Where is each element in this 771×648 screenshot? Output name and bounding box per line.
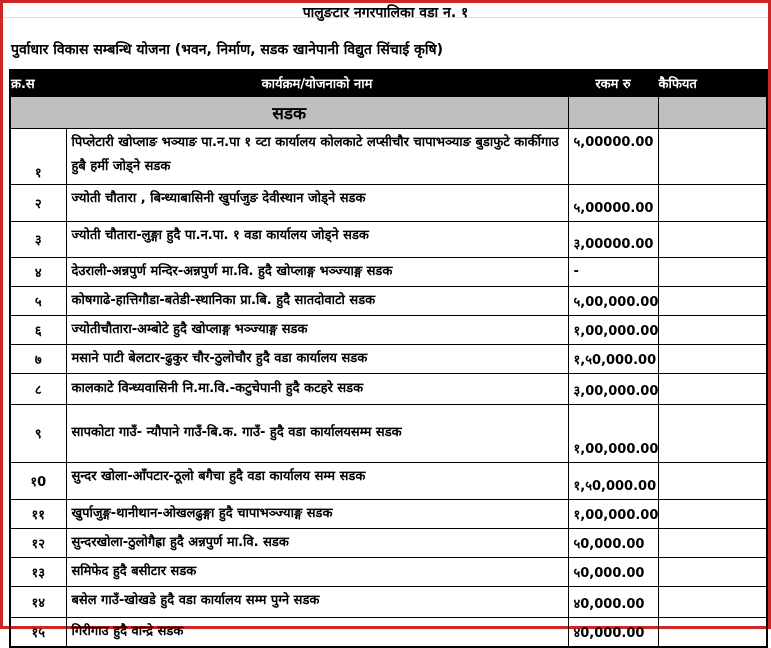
serial-cell: ४ [10, 257, 66, 286]
table-row [10, 128, 767, 184]
remarks-cell [658, 586, 767, 617]
serial-cell: ६ [10, 315, 66, 344]
table-row [10, 499, 767, 528]
program-name-cell: सुन्दर खोला-आँपटार-ठूलो बगैचा हुदै वडा कार्यालय सम्म सडक [66, 462, 568, 499]
table-row [10, 286, 767, 315]
program-name-cell: बसेल गाउँ-खोखडे हुदै वडा कार्यालय सम्म पुग्ने सडक [66, 586, 568, 617]
section-title: सडक [10, 96, 568, 128]
program-name-cell: मसाने पाटी बेलटार-ढुकुर चौर-ठुलोचौर हुदै वडा कार्यालय सडक [66, 344, 568, 373]
amount-cell: १,00,000.00 [568, 499, 658, 528]
table-row [10, 528, 767, 557]
table-row [10, 617, 767, 647]
table-body [10, 128, 767, 647]
serial-cell: १४ [10, 586, 66, 617]
remarks-cell [658, 315, 767, 344]
table-row [10, 404, 767, 462]
program-name-cell: सुन्दरखोला-ठुलोगैह्रा हुदै अन्नपुर्ण मा.वि. सडक [66, 528, 568, 557]
remarks-cell [658, 221, 767, 257]
amount-cell: १,५0,000.00 [568, 462, 658, 499]
remarks-cell [658, 344, 767, 373]
plan-table [9, 69, 768, 648]
page-subtitle: पुर्वाधार विकास सम्बन्धि योजना (भवन, निर्माण, सडक खानेपानी विद्युत सिंचाई कृषि) [11, 42, 444, 58]
program-name-cell: समिफेद हुदै बसीटार सडक [66, 557, 568, 586]
amount-cell: - [568, 257, 658, 286]
table-row [10, 373, 767, 404]
section-remarks-cell [658, 96, 767, 128]
serial-cell: ३ [10, 221, 66, 257]
amount-cell: ५,00000.00 [568, 184, 658, 221]
table-row [10, 557, 767, 586]
remarks-cell [658, 499, 767, 528]
amount-cell: ५,00,000.00 [568, 286, 658, 315]
amount-cell: ३,00000.00 [568, 221, 658, 257]
table-row [10, 586, 767, 617]
serial-cell: ८ [10, 373, 66, 404]
section-row [10, 96, 767, 128]
serial-cell: २ [10, 184, 66, 221]
table-row [10, 315, 767, 344]
program-name-cell: देउराली-अन्नपुर्ण मन्दिर-अन्नपुर्ण मा.वि. हुदै खोप्लाङ्ग भञ्ज्याङ्ग सडक [66, 257, 568, 286]
table-row [10, 344, 767, 373]
page-title: पालुङटार नगरपालिका वडा न. १ [302, 5, 469, 21]
header-amount: रकम रु [568, 70, 658, 96]
program-name-cell: कोषगाढे-हात्तिगौडा-बतेडी-स्थानिका प्रा.बि. हुदै सातदोवाटो सडक [66, 286, 568, 315]
program-name-cell: ज्योती चौतारा , बिन्ध्याबासिनी खुर्पाजुङ देवीस्थान जोड्ने सडक [66, 184, 568, 221]
program-name-cell: गिरीगाउ हुदै वान्द्रे सडक [66, 617, 568, 647]
serial-cell: ९ [10, 404, 66, 462]
header-program-name: कार्यक्रम/योजनाको नाम [66, 70, 568, 96]
remarks-cell [658, 128, 767, 184]
serial-cell: १ [10, 128, 66, 184]
remarks-cell [658, 286, 767, 315]
program-name-cell: कालकाटे विन्ध्यवासिनी नि.मा.वि.-कटुचेपानी हुदै कटहरे सडक [66, 373, 568, 404]
remarks-cell [658, 373, 767, 404]
amount-cell: ३,00,000.00 [568, 373, 658, 404]
amount-cell: १,५0,000.00 [568, 344, 658, 373]
header-row [10, 70, 767, 96]
amount-cell: ५,00000.00 [568, 128, 658, 184]
remarks-cell [658, 528, 767, 557]
table-row [10, 462, 767, 499]
serial-cell: १0 [10, 462, 66, 499]
program-name-cell: पिप्लेटारी खोप्लाङ भञ्याङ पा.न.पा १ व्टा कार्यालय कोलकाटे लप्सीचौर चापाभञ्याङ बुडाफुटे कार्कीगाउ हुबै हर्मी जोड्ने सडक [66, 128, 568, 184]
amount-cell: ४0,000.00 [568, 586, 658, 617]
remarks-cell [658, 557, 767, 586]
remarks-cell [658, 257, 767, 286]
serial-cell: १५ [10, 617, 66, 647]
program-name-cell: सापकोटा गाउँ- न्यौपाने गाउँ-बि.क. गाउँ- हुदै वडा कार्यालयसम्म सडक [66, 404, 568, 462]
serial-cell: १२ [10, 528, 66, 557]
section-amount-cell [568, 96, 658, 128]
program-name-cell: ज्योतीचौतारा-अम्बोटे हुदै खोप्लाङ्ग भञ्ज्याङ्ग सडक [66, 315, 568, 344]
remarks-cell [658, 184, 767, 221]
header-serial: क्र.स [10, 70, 66, 96]
program-name-cell: ज्योती चौतारा-लुङ्गा हुदै पा.न.पा. १ वडा कार्यालय जोड्ने सडक [66, 221, 568, 257]
serial-cell: ७ [10, 344, 66, 373]
amount-cell: ४0,000.00 [568, 617, 658, 647]
table-row [10, 257, 767, 286]
amount-cell: ५0,000.00 [568, 528, 658, 557]
table-row [10, 221, 767, 257]
program-name-cell: खुर्पाजुङ्ग-थानीथान-ओखलढुङ्गा हुदै चापाभञ्ज्याङ्ग सडक [66, 499, 568, 528]
serial-cell: ११ [10, 499, 66, 528]
amount-cell: १,00,000.00 [568, 315, 658, 344]
serial-cell: ५ [10, 286, 66, 315]
remarks-cell [658, 404, 767, 462]
table-row [10, 184, 767, 221]
remarks-cell [658, 462, 767, 499]
remarks-cell [658, 617, 767, 647]
amount-cell: ५0,000.00 [568, 557, 658, 586]
serial-cell: १३ [10, 557, 66, 586]
amount-cell: १,00,000.00 [568, 404, 658, 462]
header-remarks: कैफियत [658, 70, 767, 96]
